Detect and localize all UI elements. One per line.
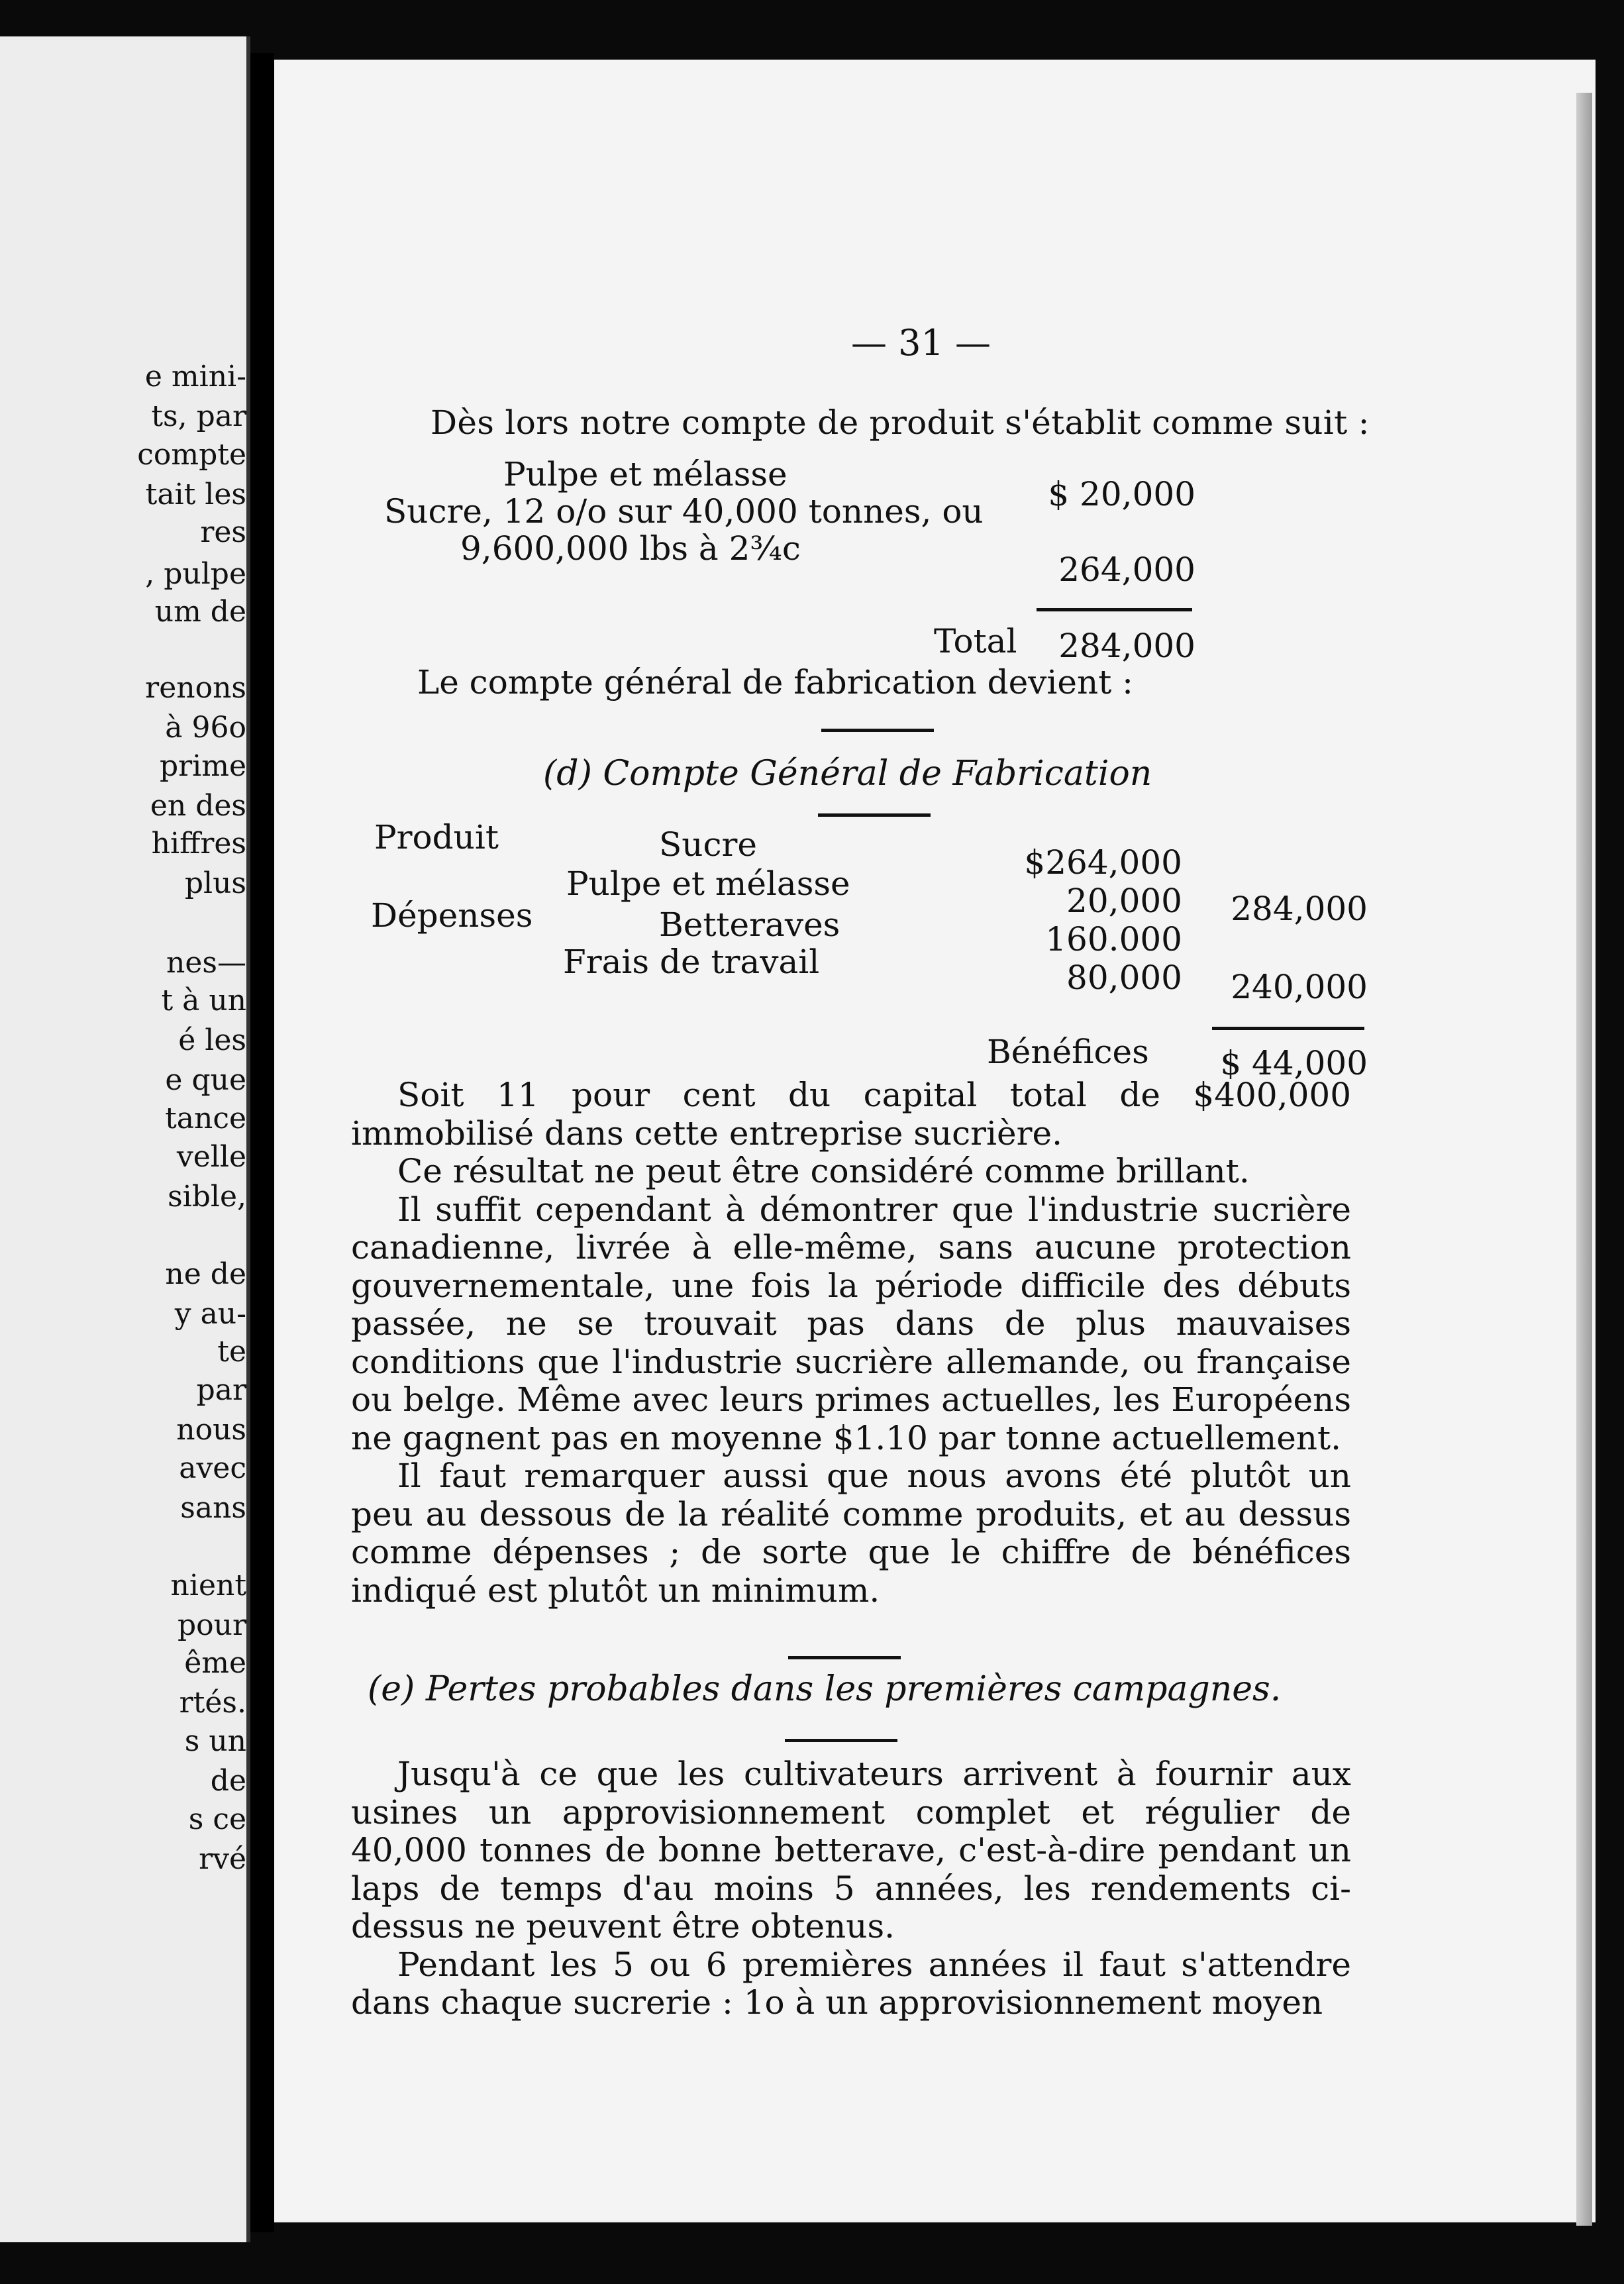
betteraves-value: 160.000 [1045, 920, 1182, 959]
left-page-line: res [200, 515, 246, 549]
depenses-label: Dépenses [371, 896, 533, 935]
paragraph: Il suffit cependant à démontrer que l'industrie sucrière canadienne, livrée à elle-même, sans aucune protection gouvernementale, une fois la période difficile des débuts passée, ne se trouvait pas dans de plus mauvaises conditions que l'industrie sucrière allemande, ou française ou belge. Même avec leurs primes actuelles, les Européens ne gagnent pas en moyenne $1.10 par tonne actuellement. [351, 1190, 1351, 1457]
left-page-line: nes— [166, 946, 246, 980]
produit-total: 284,000 [1231, 890, 1368, 928]
product-row1-label: Pulpe et mélasse [503, 455, 787, 493]
paragraph: Jusqu'à ce que les cultivateurs arrivent à fournir aux usines un approvisionnement complet et régulier de 40,000 tonnes de bonne betterave, c'est-à-dire pendant un laps de temps d'au moins 5 années, les rendements ci-dessus ne peuvent être obtenus. [351, 1755, 1351, 1946]
section-e-title: (e) Pertes probables dans les premières campagnes. [368, 1669, 1282, 1709]
pulpe-label: Pulpe et mélasse [566, 864, 850, 903]
section-d-title: (d) Compte Général de Fabrication [543, 754, 1152, 794]
page-edge [1576, 93, 1592, 2226]
page-number: — 31 — [851, 322, 991, 364]
left-page-line: t à un [161, 984, 246, 1017]
paragraph: Il faut remarquer aussi que nous avons été plutôt un peu au dessous de la réalité comme produits, et au dessus comme dépenses ; de sorte que le chiffre de bénéfices indiqué est plutôt un minimum. [351, 1457, 1351, 1610]
left-page-line: é les [178, 1023, 246, 1057]
product-row2-label-line2: 9,600,000 lbs à 2¾c [460, 529, 801, 568]
section-d-text [351, 1076, 1351, 1610]
left-page-line: en des [150, 789, 246, 823]
left-page-line: sible, [168, 1180, 246, 1214]
left-page-line: hiffres [151, 827, 246, 860]
left-facing-page [0, 36, 250, 2242]
frais-value: 80,000 [1066, 959, 1182, 997]
left-page-line: par [196, 1373, 246, 1407]
pulpe-value: 20,000 [1066, 882, 1182, 920]
general-intro: Le compte général de fabrication devient : [417, 663, 1134, 701]
total-value: 284,000 [1058, 627, 1195, 665]
benefices-rule [1212, 1027, 1364, 1030]
left-page-line: de [210, 1764, 246, 1798]
left-page-line: velle [176, 1140, 246, 1174]
left-page-line: nient [170, 1569, 246, 1602]
betteraves-label: Betteraves [659, 906, 840, 944]
product-row1-value: $ 20,000 [1048, 475, 1195, 513]
left-page-line: à 96o [165, 711, 246, 745]
benefices-label: Bénéfices [987, 1033, 1149, 1071]
total-rule [1037, 608, 1192, 611]
left-page-line: pour [177, 1608, 246, 1642]
product-row2-label-line1: Sucre, 12 o/o sur 40,000 tonnes, ou [384, 492, 984, 531]
left-page-line: ne de [165, 1257, 246, 1291]
left-page-line: te [217, 1335, 246, 1369]
left-page-line: tance [165, 1102, 246, 1135]
left-page-line: compte [137, 438, 246, 472]
section-d-rule-top [821, 729, 934, 732]
left-page-line: s un [184, 1724, 246, 1758]
section-d-rule-bottom [818, 813, 931, 817]
left-page-line: rvé [199, 1842, 246, 1876]
section-e-text [351, 1755, 1351, 2022]
left-page-line: , pulpe [145, 557, 246, 591]
produit-label: Produit [374, 818, 499, 856]
left-page-line: nous [176, 1413, 246, 1447]
left-page-line: um de [154, 595, 246, 629]
product-row2-value: 264,000 [1058, 550, 1195, 589]
left-page-line: e que [165, 1063, 246, 1097]
paragraph: Ce résultat ne peut être considéré comme brillant. [397, 1152, 1250, 1190]
sucre-label: Sucre [659, 825, 757, 864]
left-page-line: ts, par [151, 399, 246, 433]
paragraph: Pendant les 5 ou 6 premières années il faut s'attendre dans chaque sucrerie : 1o à un approvisionnement moyen [351, 1945, 1351, 2022]
left-page-line: y au- [174, 1297, 246, 1331]
paragraph: Soit 11 pour cent du capital total de $400,000 immobilisé dans cette entreprise sucrière. [351, 1076, 1351, 1153]
total-label: Total [934, 622, 1017, 660]
left-page-line: prime [159, 749, 246, 783]
benefices-value: $ 44,000 [1220, 1044, 1368, 1082]
left-page-line: plus [184, 866, 246, 900]
left-page-line: ême [184, 1646, 246, 1680]
section-e-rule-bottom [785, 1739, 897, 1742]
sucre-value: $264,000 [1024, 843, 1182, 882]
left-page-line: rtés. [179, 1686, 246, 1720]
left-page-line: s ce [188, 1802, 246, 1836]
left-page-line: tait les [145, 478, 246, 511]
book-gutter [250, 53, 274, 2232]
intro-line: Dès lors notre compte de produit s'établit comme suit : [431, 403, 1370, 442]
frais-label: Frais de travail [563, 943, 820, 981]
left-page-line: avec [179, 1451, 246, 1485]
section-e-rule-top [788, 1656, 901, 1659]
depenses-total: 240,000 [1231, 968, 1368, 1006]
left-page-line: e mini- [144, 360, 246, 393]
left-page-line: renons [145, 671, 246, 705]
left-page-line: sans [180, 1491, 246, 1525]
